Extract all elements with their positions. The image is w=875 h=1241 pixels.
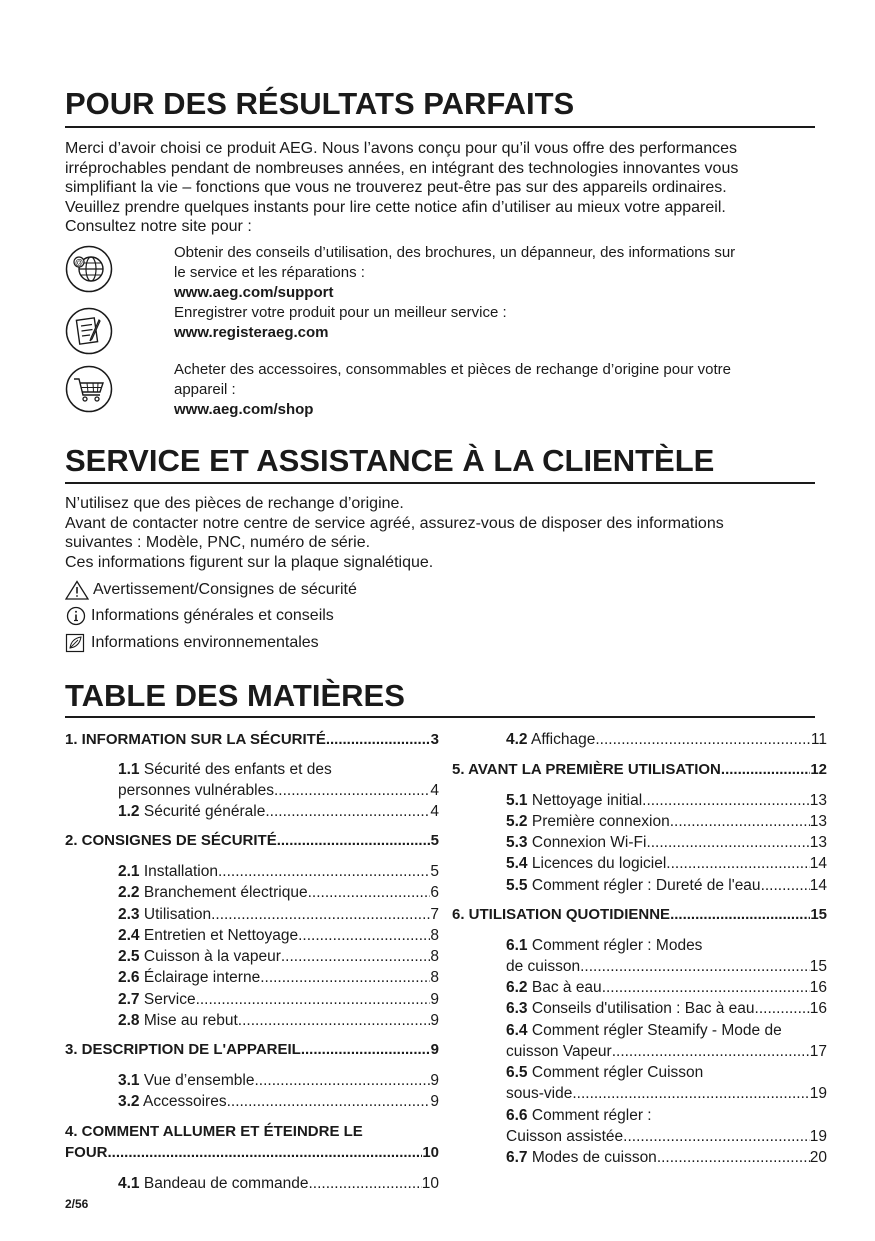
service-line: suivantes : Modèle, PNC, numéro de série.: [65, 534, 371, 551]
shop-line: Acheter des accessoires, consommables et pièces de rechange d’origine pour votre: [174, 361, 731, 378]
toc-item[interactable]: 6.4 Comment régler Steamify - Mode de: [506, 1022, 782, 1039]
toc-item[interactable]: Cuisson assistée ..... 19: [506, 1126, 827, 1147]
service-line: N’utilisez que des pièces de rechange d’origine.: [65, 495, 404, 512]
symbol-info: [65, 606, 334, 626]
toc-item[interactable]: 5.2 Première connexion ..... 13: [506, 811, 827, 832]
toc-item[interactable]: 6.5 Comment régler Cuisson: [506, 1064, 704, 1081]
toc-item[interactable]: 2.4 Entretien et Nettoyage ..... 8: [118, 925, 439, 946]
toc-item[interactable]: 5.3 Connexion Wi-Fi ..... 13: [506, 832, 827, 853]
toc-item[interactable]: 1.1 Sécurité des enfants et des: [118, 761, 332, 778]
toc-item[interactable]: 5.4 Licences du logiciel ..... 14: [506, 853, 827, 874]
heading-results: POUR DES RÉSULTATS PARFAITS: [65, 86, 575, 121]
toc-item[interactable]: 6.3 Conseils d'utilisation : Bac à eau ..... 16: [506, 998, 827, 1019]
symbol-environment: [65, 633, 319, 653]
toc-item[interactable]: FOUR ..... 10: [65, 1143, 439, 1163]
symbol-label: Informations générales et conseils: [91, 607, 334, 624]
toc-item[interactable]: 3.2 Accessoires ..... 9: [118, 1091, 439, 1112]
toc-item[interactable]: 4. COMMENT ALLUMER ET ÉTEINDRE LE: [65, 1123, 363, 1140]
page-number: 2/56: [65, 1197, 89, 1211]
toc-item[interactable]: 5.1 Nettoyage initial ..... 13: [506, 790, 827, 811]
toc-item[interactable]: 5.5 Comment régler : Dureté de l'eau ..... 14: [506, 875, 827, 896]
toc-item[interactable]: 6.6 Comment régler :: [506, 1107, 652, 1124]
intro-line: Merci d’avoir choisi ce produit AEG. Nous l’avons conçu pour qu’il vous offre des performances: [65, 140, 738, 157]
toc-item[interactable]: 6. UTILISATION QUOTIDIENNE ..... 15: [452, 905, 827, 925]
toc-item[interactable]: 2.2 Branchement électrique ..... 6: [118, 882, 439, 903]
symbol-label: Avertissement/Consignes de sécurité: [93, 581, 357, 598]
toc-item[interactable]: de cuisson ..... 15: [506, 956, 827, 977]
intro-paragraph: [65, 139, 815, 237]
toc-item[interactable]: 6.7 Modes de cuisson ..... 20: [506, 1147, 827, 1168]
info-circle-icon: [65, 606, 87, 626]
globe-at-icon: [65, 245, 113, 293]
toc-item[interactable]: 1.2 Sécurité générale ..... 4: [118, 801, 439, 822]
svg-text:@: @: [75, 258, 83, 267]
shop-link[interactable]: www.aeg.com/shop: [174, 401, 314, 418]
intro-line: irréprochables pendant de nombreuses années, en intégrant des technologies innovantes vous: [65, 159, 739, 177]
shop-block: [174, 360, 731, 420]
toc-item[interactable]: 1. INFORMATION SUR LA SÉCURITÉ ..... 3: [65, 730, 439, 750]
toc-item[interactable]: 3.1 Vue d’ensemble ..... 9: [118, 1070, 439, 1091]
register-link[interactable]: www.registeraeg.com: [174, 324, 329, 341]
toc-item[interactable]: 3. DESCRIPTION DE L'APPAREIL ..... 9: [65, 1040, 439, 1060]
toc-item[interactable]: 6.1 Comment régler : Modes: [506, 937, 703, 954]
toc-item[interactable]: 2.6 Éclairage interne ..... 8: [118, 967, 439, 988]
toc-item[interactable]: cuisson Vapeur ..... 17: [506, 1041, 827, 1062]
intro-line: Consultez notre site pour :: [65, 218, 252, 235]
toc-item[interactable]: personnes vulnérables ..... 4: [118, 780, 439, 801]
toc-item[interactable]: sous-vide ..... 19: [506, 1083, 827, 1104]
service-paragraph: [65, 494, 815, 572]
register-form-icon: [65, 307, 113, 355]
toc-item[interactable]: 4.1 Bandeau de commande ..... 10: [118, 1173, 439, 1194]
register-line: Enregistrer votre produit pour un meilleur service :: [174, 304, 507, 321]
symbol-label: Informations environnementales: [91, 634, 319, 651]
toc-item[interactable]: 2. CONSIGNES DE SÉCURITÉ ..... 5: [65, 831, 439, 851]
toc-item[interactable]: 2.1 Installation ..... 5: [118, 861, 439, 882]
support-line: Obtenir des conseils d’utilisation, des brochures, un dépanneur, des informations sur: [174, 244, 736, 261]
intro-line: Veuillez prendre quelques instants pour lire cette notice afin d’utiliser au mieux votre appareil.: [65, 198, 726, 216]
intro-line: simplifiant la vie – fonctions que vous ne trouverez peut-être pas sur des appareils ordinaires.: [65, 179, 727, 196]
service-line: Avant de contacter notre centre de service agréé, assurez-vous de disposer des informations: [65, 514, 724, 532]
toc-item[interactable]: 2.5 Cuisson à la vapeur ..... 8: [118, 946, 439, 967]
support-link[interactable]: www.aeg.com/support: [174, 284, 334, 301]
service-line: Ces informations figurent sur la plaque signalétique.: [65, 553, 434, 571]
heading-rule: [65, 716, 815, 718]
heading-rule: [65, 482, 815, 484]
environment-leaf-icon: [65, 633, 87, 653]
shop-line: appareil :: [174, 381, 236, 398]
warning-triangle-icon: [65, 580, 89, 600]
toc-item[interactable]: 2.8 Mise au rebut ..... 9: [118, 1010, 439, 1031]
symbol-warning: [65, 580, 357, 600]
support-block: [174, 243, 735, 303]
support-line: le service et les réparations :: [174, 264, 365, 281]
toc-item[interactable]: 2.3 Utilisation ..... 7: [118, 904, 439, 925]
heading-rule: [65, 126, 815, 128]
heading-service: SERVICE ET ASSISTANCE À LA CLIENTÈLE: [65, 443, 715, 478]
register-block: [174, 303, 507, 343]
heading-toc: TABLE DES MATIÈRES: [65, 678, 405, 713]
toc-item[interactable]: 5. AVANT LA PREMIÈRE UTILISATION ..... 12: [452, 760, 827, 780]
toc-item[interactable]: 4.2 Affichage ..... 11: [506, 729, 827, 750]
toc-item[interactable]: 6.2 Bac à eau ..... 16: [506, 977, 827, 998]
shopping-cart-icon: [65, 365, 113, 413]
toc-item[interactable]: 2.7 Service ..... 9: [118, 989, 439, 1010]
